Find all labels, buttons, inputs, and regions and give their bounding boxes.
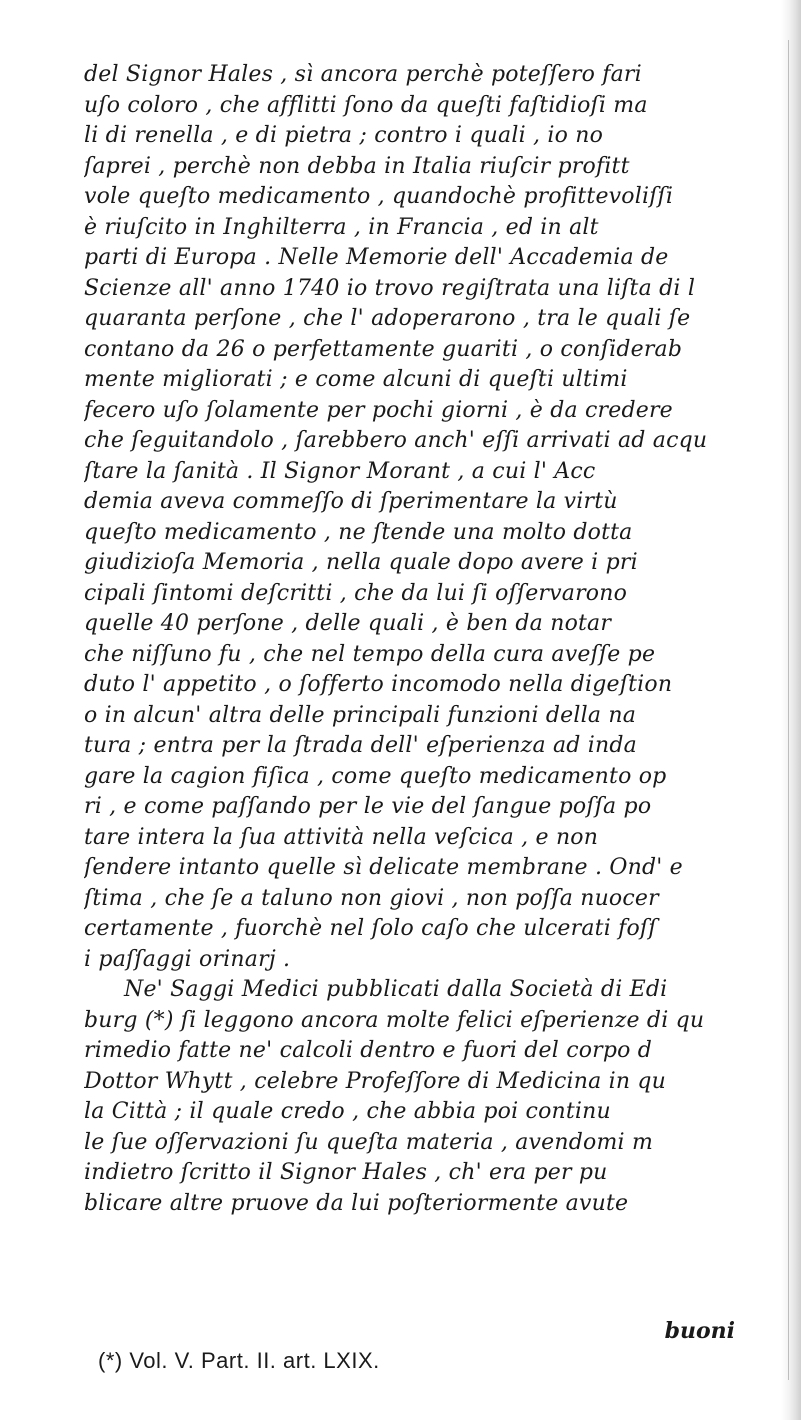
text-line: indietro ſcritto il Signor Hales , ch' era per pu — [84, 1160, 608, 1185]
text-line: ſtare la ſanità . Il Signor Morant , a cui l' Acc — [84, 458, 596, 484]
text-line: i paſſaggi orinarj . — [84, 946, 291, 972]
text-line: gare la cagion fiſica , come queſto medicamento op — [84, 763, 667, 789]
text-line: certamente , fuorchè nel ſolo caſo che ulcerati foſſ — [84, 916, 657, 941]
text-line: tare intera la ſua attività nella veſcica , e non — [84, 824, 599, 850]
text-line: rimedio fatte ne' calcoli dentro e fuori del corpo d — [84, 1038, 653, 1063]
text-line: quaranta perſone , che l' adoperarono , tra le quali ſe — [84, 306, 691, 331]
text-line: li di renella , e di pietra ; contro i quali , io no — [84, 123, 604, 148]
text-line: vole queſto medicamento , quandochè profittevoliſſi — [84, 184, 674, 209]
text-line: che niſſuno fu , che nel tempo della cura aveſſe pe — [84, 641, 656, 667]
text-line: blicare altre pruove da lui poſteriormente avute — [84, 1190, 629, 1216]
text-line: ri , e come paſſando per le vie del ſangue poſſa po — [84, 794, 652, 819]
text-line: ſendere intanto quelle sì delicate membrane . Ond' e — [84, 855, 683, 880]
catchword: buoni — [664, 1318, 735, 1344]
text-line: queſto medicamento , ne ſtende una molto dotta — [84, 519, 633, 545]
text-line: parti di Europa . Nelle Memorie dell' Accademia de — [84, 245, 669, 270]
text-line: duto l' appetito , o ſofferto incomodo nella digeſtion — [84, 672, 673, 697]
footnote: (*) Vol. V. Part. II. art. LXIX. — [98, 1348, 380, 1373]
text-line: fecero uſo ſolamente per pochi giorni , è da credere — [84, 397, 673, 423]
text-line: le ſue oſſervazioni ſu queſta materia , avendomi m — [84, 1129, 654, 1155]
text-line: Scienze all' anno 1740 io trovo regiſtrata una liſta di l — [84, 275, 696, 301]
text-line: tura ; entra per la ſtrada dell' eſperienza ad inda — [84, 733, 637, 758]
text-line: burg (*) ſi leggono ancora molte felici eſperienze di qu — [84, 1007, 705, 1033]
text-line: mente migliorati ; e come alcuni di queſti ultimi — [84, 367, 628, 392]
text-line: ſaprei , perchè non debba in Italia riuſcir profitt — [84, 153, 630, 179]
text-line: contano da 26 o perfettamente guariti , o conſiderab — [84, 336, 683, 362]
body-text — [84, 60, 801, 1219]
text-line: del Signor Hales , sì ancora perchè poteſſero fari — [84, 62, 642, 87]
text-line: giudizioſa Memoria , nella quale dopo avere i pri — [84, 550, 638, 575]
text-line: Dottor Whytt , celebre Profeſſore di Medicina in qu — [84, 1068, 667, 1094]
text-line: è riuſcito in Inghilterra , in Francia , ed in alt — [84, 214, 599, 240]
catchword-row — [0, 1316, 760, 1346]
text-line: cipali ſintomi deſcritti , che da lui ſi oſſervarono — [84, 580, 628, 606]
text-line: ſtima , che ſe a taluno non giovi , non poſſa nuocer — [84, 885, 659, 911]
text-line: o in alcun' altra delle principali funzioni della na — [84, 702, 637, 728]
text-line: che ſeguitandolo , ſarebbero anch' eſſi arrivati ad acqu — [84, 428, 708, 453]
text-line: uſo coloro , che afflitti ſono da queſti faſtidioſi ma — [84, 92, 648, 118]
text-line: la Città ; il quale credo , che abbia poi continu — [84, 1099, 611, 1124]
text-line: demia aveva commeſſo di ſperimentare la virtù — [84, 489, 618, 514]
text-line: quelle 40 perſone , delle quali , è ben da notar — [84, 611, 612, 636]
paragraph-start-line: Ne' Saggi Medici pubblicati dalla Società di Edi — [124, 977, 668, 1002]
